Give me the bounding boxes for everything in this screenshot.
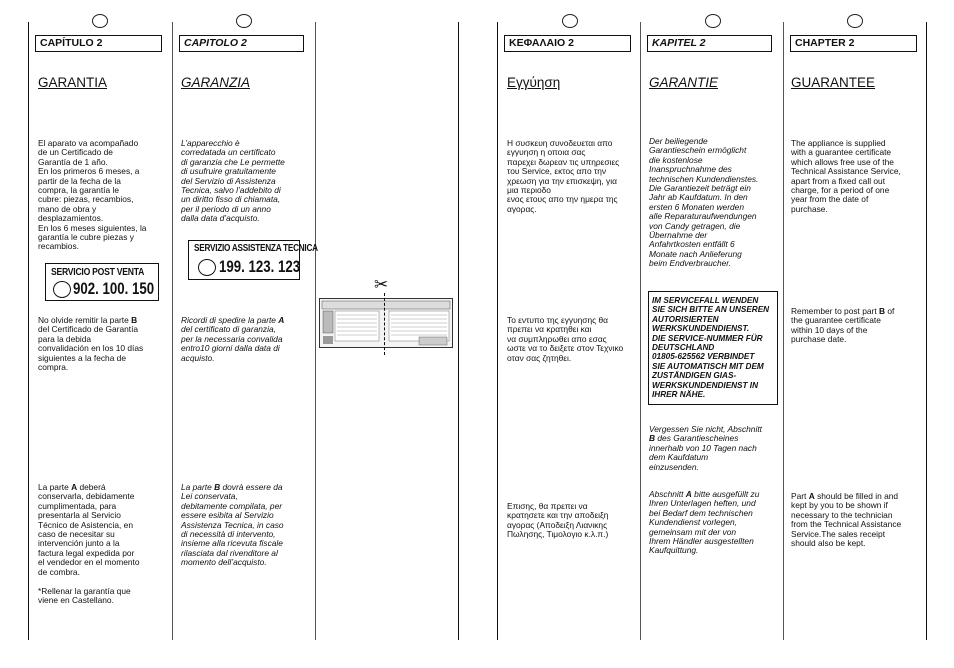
stamp-label: SERVICIO POST VENTA [51,266,145,278]
section-title-es: GARANTIA [38,75,108,90]
section-title-en: GUARANTEE [791,75,876,90]
section-title-it: GARANZIA [181,75,251,90]
service-stamp-it [188,240,318,280]
stamp-label: SERVIZIO ASSISTENZA TECNICA [194,243,318,254]
column-rule [458,22,459,640]
chapter-heading-de: KAPITEL 2 [647,35,772,52]
phone-circle-icon [198,259,216,276]
note-es: *Rellenar la garantía que viene en Castellano. [38,586,131,606]
paragraph-it-3: La parte B dovrà essere da Lei conservata, debitamente compilata, per essere esibita al Servizio Assistenza Tecnica, in caso di necessità di intervento, insieme alla ricevuta fiscale rilasciata dal rivenditore al momento dell’acquisto. [181,482,284,568]
column-rule [28,22,29,640]
phone-circle-icon [53,281,71,298]
service-hotline-box-de: IM SERVICEFALL WENDEN SIE SICH BITTE AN UNSEREN AUTORISIERTEN WERKSKUNDENDIENST. DIE SERVICE-NUMMER FÜR DEUTSCHLAND 01805-625562 VERBINDET SIE AUTOMATISCH MIT DEM ZUSTÄNDIGEN GIAS- WERKSKUNDENDIENST IN IHRER NÄHE. [648,291,778,405]
binder-hole [847,14,863,28]
chapter-heading-it: CAPITOLO 2 [179,35,304,52]
column-rule [926,22,927,640]
stamp-number: 902. 100. 150 [73,279,155,298]
paragraph-de-2: Vergessen Sie nicht, Abschnitt B des Garantiescheines innerhalb von 10 Tagen nach dem Kaufdatum einzusenden. [649,424,762,472]
paragraph-de-1: Der beiliegende Garantieschein ermöglicht die kostenlose Inanspruchnahme des technischen Kundendienstes. Die Garantiezeit beträgt ein Jahr ab Kaufdatum. In den ersten 6 Monaten werden alle Reparaturaufwendungen von Candy getragen, die Übernahme der Anfahrtkosten entfällt 6 Monate nach Anlieferung beim Endverbraucher. [649,136,759,269]
paragraph-gr-1: Η συσκευη συνοδευεται απο εγγυηση η οποια σας παρεχει δωρεαν τις υπηρεσιες του Service, εκτος απο την χρεωση για την επισκεψη, για μια περιοδο ενος ετους απο την ημερα της αγορας. [507,138,620,214]
cut-line [384,293,385,355]
stamp-number: 199. 123. 123 [219,257,301,276]
binder-hole [705,14,721,28]
column-rule [315,22,316,640]
paragraph-en-3: Part A should be filled in and kept by you to be shown if necessary to the technician from the Technical Assistance Service.The sales receipt should also be kept. [791,491,902,549]
binder-hole [236,14,252,28]
scissors-icon: ✂ [374,275,389,295]
paragraph-gr-3: Επισης, θα πρεπει να κρατησετε και την αποδειξη αγορας (Αποδειξη Λιανικης Πωλησης, Τιμολογιο κ.λ.π.) [507,501,609,540]
guarantee-certificate-illustration [319,298,453,348]
paragraph-es-3: La parte A deberá conservarla, debidamente cumplimentada, para presentarla al Servicio Técnico de Asistencia, en caso de necesitar su intervención junto a la factura legal expedida por el vendedor en el momento de combra. [38,482,140,577]
section-title-de: GARANTIE [649,75,719,90]
binder-hole [92,14,108,28]
section-title-gr: Εγγύηση [507,75,561,90]
column-rule [640,22,641,640]
paragraph-en-2: Remember to post part B of the guarantee certificate within 10 days of the purchase date. [791,306,895,345]
paragraph-gr-2: Το εντυπο της εγγυησης θα πρεπει να κρατηθει και να συμπληρωθει απο εσας ωστε να το δειξετε στον Τεχνικο οταν σας ζητηθει. [507,315,624,363]
column-rule [783,22,784,640]
paragraph-it-1: L’apparecchio è corredatada un certificato di garanzia che Le permette di usufruire gratuitamente del Servizio di Assistenza Tecnica, salvo l’addebito di un diritto fisso di chiamata, per il periodo di un anno dalla data d’acquisto. [181,138,285,224]
column-rule [172,22,173,640]
chapter-heading-en: CHAPTER 2 [790,35,917,52]
paragraph-it-2: Ricordi di spedire la parte A del certificato di garanzia, per la necessaria convalida entro10 giorni dalla data di acquisto. [181,315,285,363]
paragraph-es-1: El aparato va acompañado de un Certificado de Garantía de 1 año. En los primeros 6 meses, a partir de la fecha de la compra, la garantía le cubre: piezas, recambios, mano de obra y desplazamientos. En los 6 meses siguientes, la garantía le cubre piezas y recambios. [38,138,147,252]
paragraph-es-2: No olvide remitir la parte B del Certificado de Garantía para la debida convalidación en los 10 días siguientes a la fecha de compra. [38,315,144,373]
paragraph-de-3: Abschnitt A bitte ausgefüllt zu Ihren Unterlagen heften, und bei Bedarf dem technischen Kundendienst vorlegen, gemeinsam mit der von Ihrem Händler ausgestellten Kaufquittung. [649,489,760,556]
binder-hole [562,14,578,28]
column-rule [497,22,498,640]
chapter-heading-gr: ΚΕΦΑΛΑΙΟ 2 [504,35,631,52]
chapter-heading-es: CAPÍTULO 2 [35,35,162,52]
service-stamp-es [45,263,159,301]
paragraph-en-1: The appliance is supplied with a guarantee certificate which allows free use of the Technical Assistance Service, apart from a fixed call out charge, for a period of one year from the date of purchase. [791,138,901,214]
